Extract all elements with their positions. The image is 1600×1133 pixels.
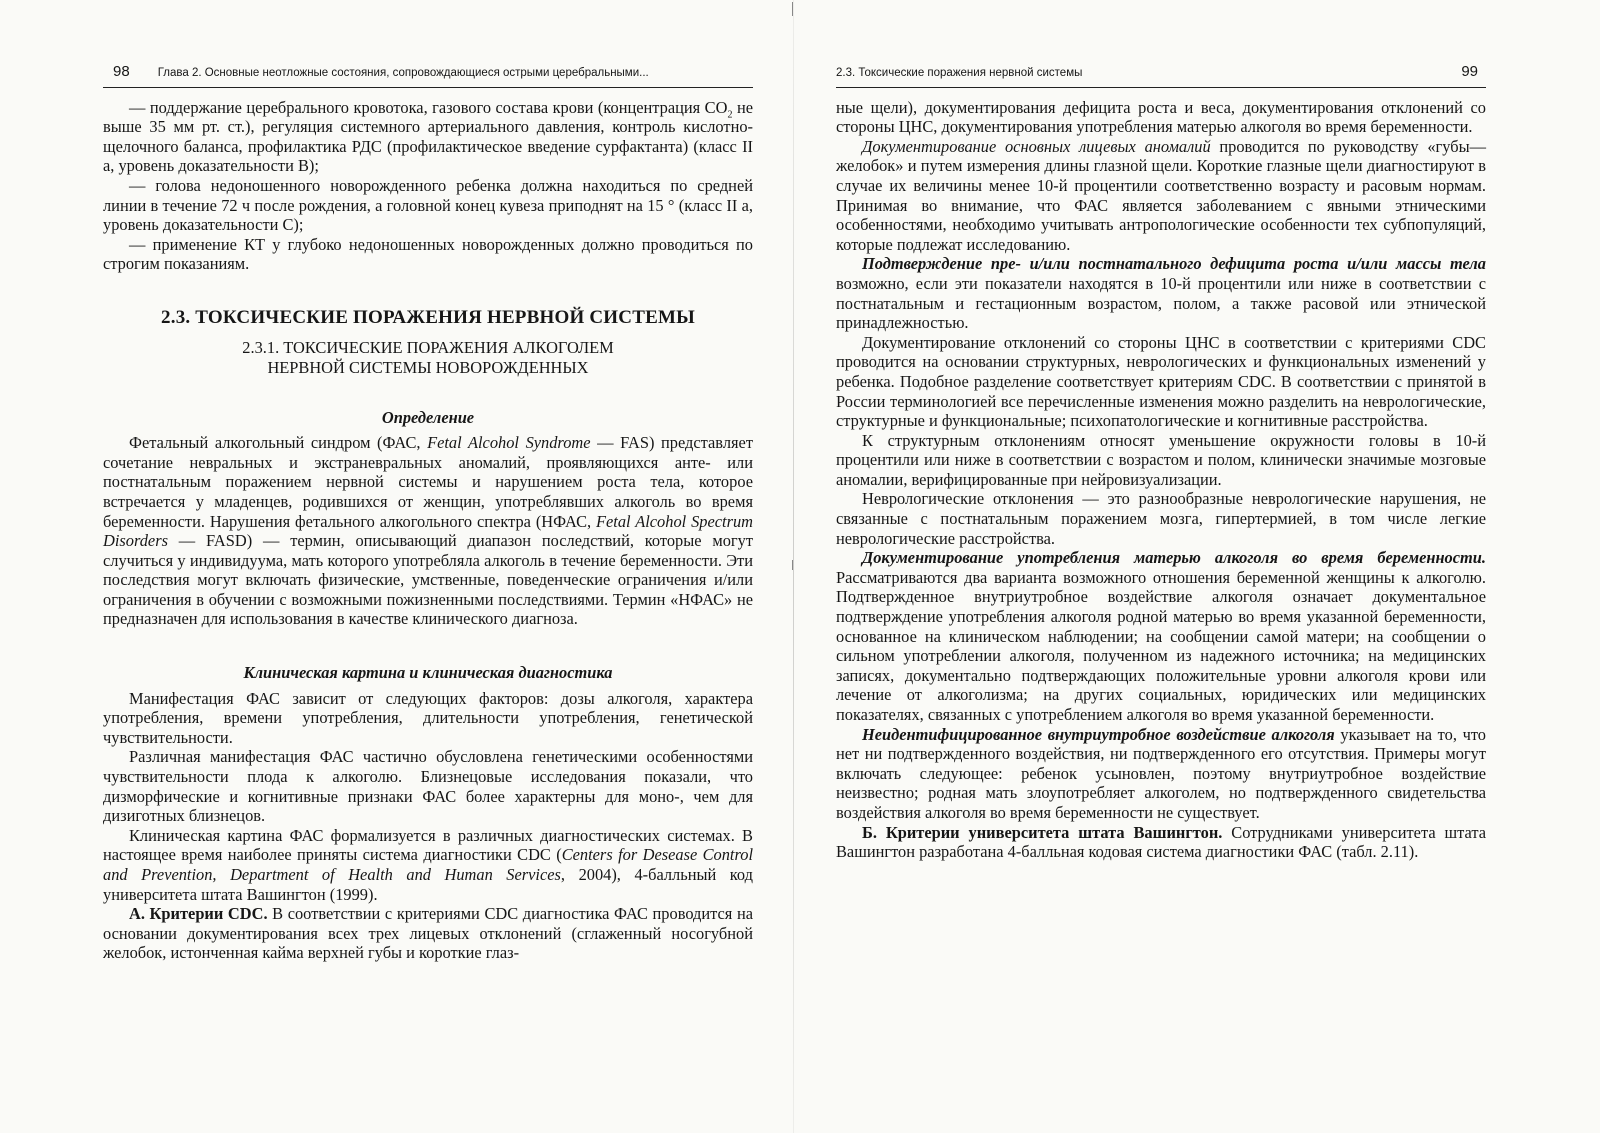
paragraph: Клиническая картина ФАС формализуется в различных диагностических системах. В настоящее время наиболее приняты система диагностики CDC (Centers for Desease Control and Prevention, Department of Health and Human Services, 2004), 4-балльный код университета штата Вашингтон (1999). [103, 825, 754, 904]
paragraph: К структурным отклонениям относят уменьшение окружности головы в 10-й процентили или ниже в соответствии с возрастом и полом, клинически значимые мозговые аномалии, верифицированные при нейровизуализации. [836, 430, 1486, 489]
scan-mark-top [792, 2, 803, 16]
paragraph: Б. Критерии университета штата Вашингтон. Сотрудниками университета штата Вашингтон разработана 4-балльная кодовая система диагностики ФАС (табл. 2.11). [836, 822, 1486, 862]
paragraph: А. Критерии CDC. В соответствии с критериями CDC диагностика ФАС проводится на основании документирования всех трех лицевых отклонений (сглаженный носогубной желобок, истонченная кайма верхней губы и короткие глаз- [103, 904, 753, 963]
heading-definition: Определение [381, 407, 475, 427]
paragraph: Документирование основных лицевых аномалий проводится по руководству «губы—желобок» и путем измерения длины глазной щели. Короткие глазные щели диагностируют в случае их величины менее 10-й процентили соответственно возрасту и расовым нормам. Принимая во внимание, что ФАС является заболеванием с явными этническими особенностями, необходимо учитывать антропологические особенности тех субпопуляций, которые подлежат исследованию. [836, 136, 1486, 254]
paragraph: Подтверждение пре- и/или постнатального дефицита роста и/или массы тела возможно, если эти показатели находятся в 10-й процентили или ниже в соответствии с постнатальным и гестационным возрастом, полом, а также расовой или этнической принадлежностью. [836, 254, 1486, 333]
list-item: — применение КТ у глубоко недоношенных новорожденных должно проводиться по строгим показаниям. [103, 234, 753, 274]
scan-mark-middle [792, 560, 803, 570]
definition-paragraph: Фетальный алкогольный синдром (ФАС, Fetal Alcohol Syndrome — FAS) представляет сочетание невральных и экстраневральных аномалий, проявляющихся анте- или постнатальным поражением нервной системы и нарушением роста тела, которое встречается у младенцев, родившихся от женщин, употреблявших алкоголь во время беременности. Нарушения фетального алкогольного спектра (НФАС, Fetal Alcohol Spectrum Disorders — FASD) — термин, описывающий диапазон последствий, которые могут случиться у индивидуума, мать которого употребляла алкоголь в течение беременности. Эти последствия могут включать физические, умственные, поведенческие ограничения и/или ограничения в обучении с возможными пожизненными последствиями. Термин «НФАС» не предназначен для использования в качестве клинического диагноза. [103, 433, 754, 629]
heading-clinical: Клиническая картина и клиническая диагностика [243, 663, 613, 683]
paragraph: Документирование употребления матерью алкоголя во время беременности. Рассматриваются два варианта возможного отношения беременной женщины к алкоголю. Подтвержденное внутриутробное воздействие алкоголя означает документальное подтверждение употребления алкоголя родной матерью во время указанной беременности, основанное на клиническом наблюдении; на сообщении самой матери; на сообщении о сильном употреблении алкоголя, полученном из надежного источника; на медицинских записях, документально подтверждающих положительные уровни алкоголя крови или лечение от алкоголизма; на других социальных, юридических или медицинских показателях, связанных с употреблением алкоголя во время указанной беременности. [836, 548, 1486, 724]
paragraph: Неидентифицированное внутриутробное воздействие алкоголя указывает на то, что нет ни подтвержденного воздействия, ни подтвержденного его отсутствия. Примеры могут включать следующее: ребенок усыновлен, поэтому внутриутробное воздействие неизвестно; родная мать злоупотребляет алкоголем, но подтвержденного свидетельства воздействия алкоголя во время беременности не существует. [836, 724, 1486, 822]
section-title: 2.3. ТОКСИЧЕСКИЕ ПОРАЖЕНИЯ НЕРВНОЙ СИСТЕМЫ [161, 306, 695, 328]
paragraph: Документирование отклонений со стороны ЦНС в соответствии с критериями CDC проводится на основании структурных, неврологических и функциональных изменений у ребенка. Подобное разделение соответствует критериям CDC. В соответствии с принятой в России терминологией все перечисленные изменения можно разделить на неврологические, структурные и функциональные; психопатологические и когнитивные расстройства. [836, 332, 1486, 431]
left-page-number: 98 [113, 63, 130, 80]
list-item: — поддержание церебрального кровотока, газового состава крови (концентрация $CO_2$ не выше 35 мм рт. ст.), регуляция системного артериального давления, контроль кислотно-щелочного баланса, профилактика РДС (профилактическое введение сурфактанта) (класс II а, уровень доказательности В); [103, 97, 753, 176]
left-running-title: Глава 2. Основные неотложные состояния, сопровождающиеся острыми церебральными... [157, 67, 649, 79]
paragraph: Неврологические отклонения — это разнообразные неврологические нарушения, не связанные с постнатальным поражением мозга, гипертермией, в том числе легкие неврологические расстройства. [836, 489, 1486, 548]
paragraph: Манифестация ФАС зависит от следующих факторов: дозы алкоголя, характера употребления, времени употребления, длительности употребления, генетической чувствительности. [103, 688, 753, 747]
right-running-title: 2.3. Токсические поражения нервной системы [836, 67, 1083, 79]
right-page-number: 99 [1461, 63, 1478, 80]
right-running-head [836, 62, 1486, 88]
paragraph: Различная манифестация ФАС частично обусловлена генетическими особенностями чувствительности плода к алкоголю. Близнецовые исследования показали, что дизморфические и когнитивные признаки ФАС более характерны для моно-, чем для дизиготных близнецов. [103, 747, 753, 826]
right-page [836, 62, 1486, 862]
left-running-head [103, 62, 753, 88]
left-page [103, 62, 753, 963]
list-item: — голова недоношенного новорожденного ребенка должна находиться по средней линии в течение 72 ч после рождения, а головной конец кувеза приподнят на 15 ° (класс II а, уровень доказательности С); [103, 175, 753, 235]
subsection-title: 2.3.1. ТОКСИЧЕСКИЕ ПОРАЖЕНИЯ АЛКОГОЛЕМ НЕРВНОЙ СИСТЕМЫ НОВОРОЖДЕННЫХ [242, 337, 614, 377]
paragraph: ные щели), документирования дефицита роста и веса, документирования отклонений со стороны ЦНС, документирования употребления матерью алкоголя во время беременности. [836, 97, 1486, 137]
